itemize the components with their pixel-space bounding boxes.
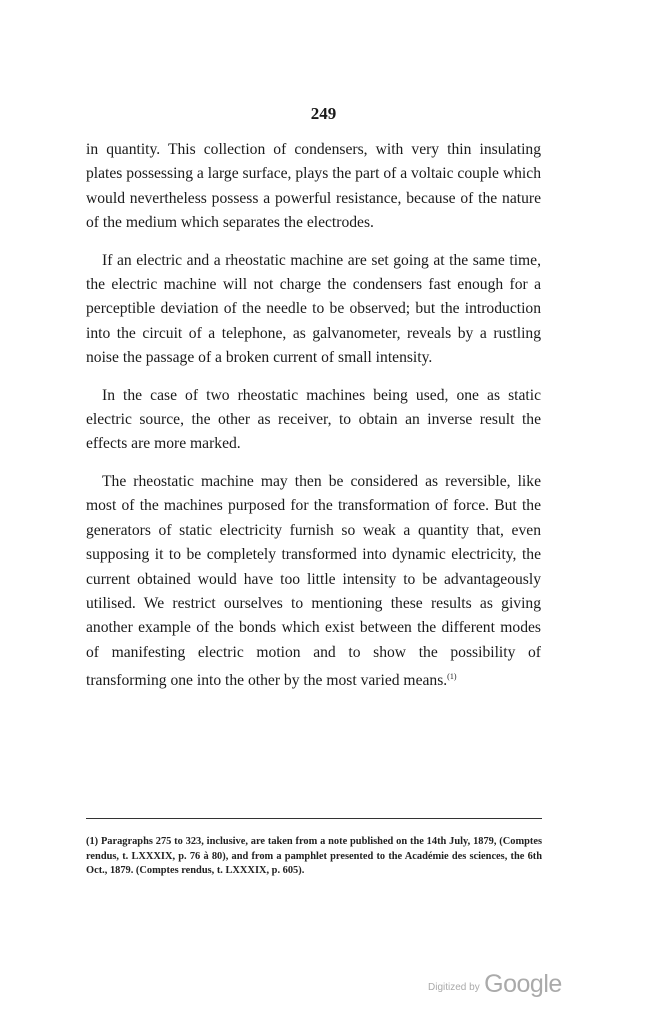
page-number: 249: [310, 104, 337, 123]
paragraph-3: In the case of two rheostatic machines being used, one as static electric source, the other as receiver, to obtain an inverse result the effects are more marked.: [86, 386, 541, 453]
paragraph-1: in quantity. This collection of condensers, with very thin insulating plates possessing a large surface, plays the part of a voltaic couple which would nevertheless possess a powerful resistance, because of the nature of the medium which separates the electrodes.: [86, 141, 541, 232]
google-logo: Google: [484, 970, 562, 998]
footnote-reference: (1): [447, 672, 457, 682]
footnote: (1) Paragraphs 275 to 323, inclusive, are taken from a note published on the 14th July, 1879, (Comptes rendus, t. LXXXIX, p. 76 à 80), and from a pamphlet presented to the Académie des sciences, the 6th Oct., 1879. (Comptes rendus, t. LXXXIX, p. 605).: [86, 836, 542, 876]
paragraph-4-text: The rheostatic machine may then be considered as reversible, like most of the machines purposed for the transformation of force. But the generators of static electricity furnish so weak a quantity that, even supposing it to be completely transformed into dynamic electricity, the current obtained would have too little intensity to be advantageously utilised. We restrict ourselves to mentioning these results as giving another example of the bonds which exist between the different modes of manifesting electric motion and to show the possibility of transforming one into the other by the most varied means.: [86, 472, 541, 690]
digitized-watermark: [428, 970, 562, 999]
paragraph-2: If an electric and a rheostatic machine are set going at the same time, the electric machine will not charge the condensers fast enough for a perceptible deviation of the needle to be observed; but the introduction into the circuit of a telephone, as galvanometer, reveals by a rustling noise the passage of a broken current of small intensity.: [86, 251, 541, 367]
paragraph-4: [86, 470, 541, 694]
body-text: [86, 138, 541, 707]
digitized-prefix: Digitized by: [428, 982, 480, 993]
footnote-divider: [86, 818, 542, 819]
